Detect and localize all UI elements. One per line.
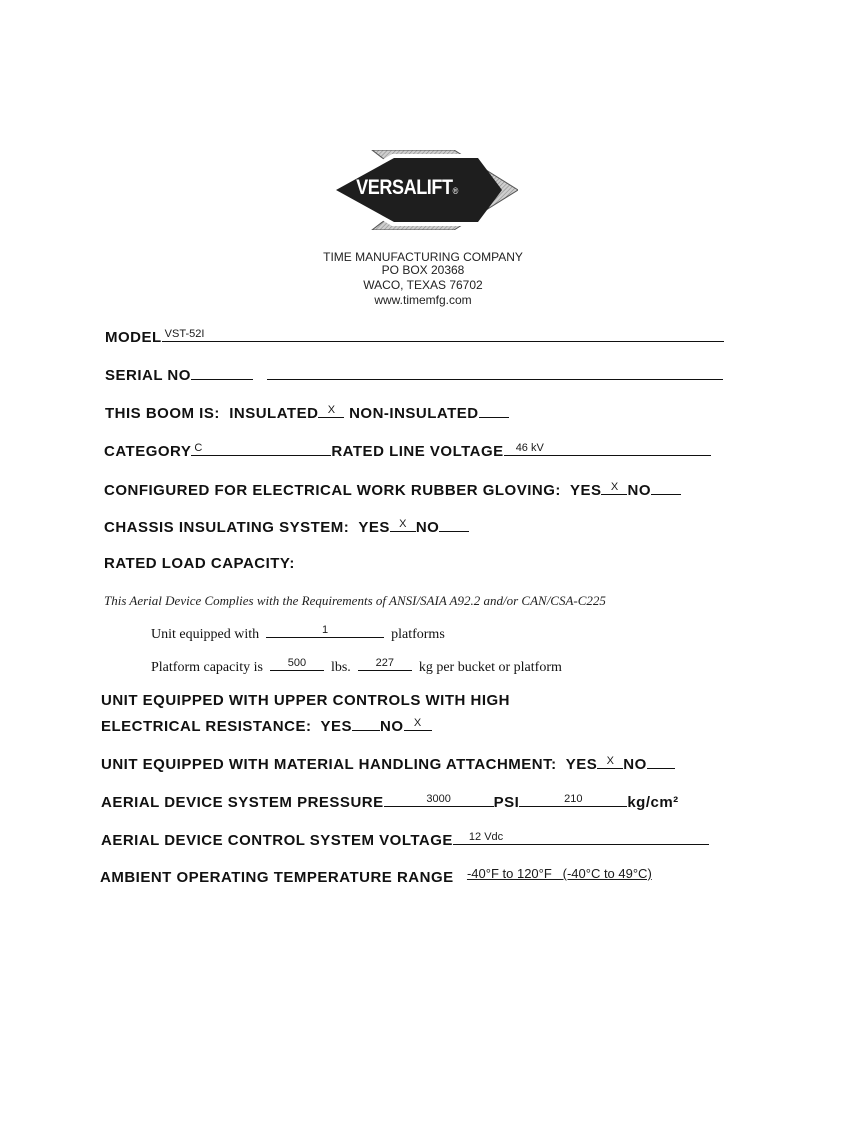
temperature-value: -40°F to 120°F (-40°C to 49°C) [466,866,652,881]
platforms-suffix: platforms [391,627,445,642]
temperature-label: AMBIENT OPERATING TEMPERATURE RANGE [100,869,454,886]
serial-field-extension[interactable] [267,365,723,380]
upper-controls-yes-label: YES [320,718,353,735]
chassis-yes-field[interactable] [390,517,416,532]
control-voltage-value: 12 Vdc [468,831,504,843]
gloving-yes-field[interactable] [601,480,627,495]
model-field[interactable] [162,327,724,342]
logo-wordmark: VERSALIFT® [356,176,458,199]
temperature-field[interactable] [463,868,707,882]
platforms-row [151,624,445,643]
category-label: CATEGORY [104,443,192,460]
pressure-row [101,792,679,811]
upper-controls-yes-field[interactable] [352,716,380,731]
capacity-suffix: kg per bucket or platform [418,660,562,675]
gloving-row [104,480,681,499]
non-insulated-field[interactable] [479,403,509,418]
gloving-label: CONFIGURED FOR ELECTRICAL WORK RUBBER GLOVING: [104,482,561,499]
pressure-label: AERIAL DEVICE SYSTEM PRESSURE [101,794,384,811]
pressure-psi-value: 3000 [426,793,451,805]
capacity-kg-value: 227 [375,657,394,669]
material-handling-yes-field[interactable] [597,754,623,769]
control-voltage-field[interactable] [453,830,709,845]
pressure-kg-field[interactable] [519,792,627,807]
upper-controls-label: ELECTRICAL RESISTANCE: [101,718,312,735]
boom-row [105,403,509,422]
category-field[interactable] [191,441,331,456]
insulated-value: X [327,404,336,416]
non-insulated-label: NON-INSULATED [349,405,479,422]
chassis-row [104,517,469,536]
insulated-field[interactable] [318,403,344,418]
serial-label: SERIAL NO [105,367,191,384]
material-handling-yes-label: YES [565,756,598,773]
gloving-yes-value: X [610,481,619,493]
upper-controls-row [101,716,432,735]
capacity-lbs-label: lbs. [330,660,351,675]
material-handling-row [101,754,675,773]
model-row [105,327,724,346]
chassis-yes-value: X [399,518,407,530]
company-city: WACO, TEXAS 76702 [363,278,483,292]
rated-voltage-label: RATED LINE VOLTAGE [331,443,504,460]
control-voltage-row [101,830,709,849]
chassis-no-field[interactable] [439,517,469,532]
model-label: MODEL [105,329,162,346]
platforms-value: 1 [322,624,329,636]
material-handling-no-label: NO [623,756,647,773]
platforms-field[interactable] [266,624,384,638]
material-handling-no-field[interactable] [647,754,675,769]
gloving-yes-label: YES [569,482,602,499]
serial-row [105,365,723,384]
serial-field[interactable] [191,365,253,380]
upper-controls-line1: UNIT EQUIPPED WITH UPPER CONTROLS WITH HIGH [101,692,511,709]
boom-label: THIS BOOM IS: [105,405,220,422]
chassis-no-label: NO [415,519,440,536]
platforms-prefix: Unit equipped with [151,627,260,642]
material-handling-yes-value: X [606,755,614,767]
company-po-box: PO BOX 20368 [381,263,465,277]
rated-voltage-field[interactable] [504,441,711,456]
capacity-lbs-field[interactable] [270,657,324,671]
model-value: VST-52I [164,328,205,340]
rated-load-heading: RATED LOAD CAPACITY: [104,555,295,572]
upper-controls-no-field[interactable] [404,716,432,731]
insulated-label: INSULATED [229,405,319,422]
company-name: TIME MANUFACTURING COMPANY [323,250,523,264]
capacity-prefix: Platform capacity is [151,660,263,675]
upper-controls-no-value: X [413,717,422,729]
compliance-statement: This Aerial Device Complies with the Requirements of ANSI/SAIA A92.2 and/or CAN/CSA-C225 [104,593,606,608]
category-value: C [194,442,203,454]
category-row [104,441,711,460]
chassis-label: CHASSIS INSULATING SYSTEM: [104,519,350,536]
capacity-row [151,657,562,676]
chassis-yes-label: YES [358,519,390,536]
control-voltage-label: AERIAL DEVICE CONTROL SYSTEM VOLTAGE [101,832,453,849]
material-handling-label: UNIT EQUIPPED WITH MATERIAL HANDLING ATTACHMENT: [101,756,557,773]
rated-voltage-value: 46 kV [515,442,544,454]
gloving-no-field[interactable] [651,480,681,495]
company-website: www.timemfg.com [374,293,472,307]
pressure-psi-field[interactable] [384,792,494,807]
upper-controls-no-label: NO [380,718,404,735]
gloving-no-label: NO [627,482,651,499]
pressure-kg-label: kg/cm² [627,794,679,811]
pressure-kg-value: 210 [564,793,583,805]
capacity-kg-field[interactable] [358,657,412,671]
versalift-logo [332,150,518,230]
temperature-row [100,868,707,886]
capacity-lbs-value: 500 [287,657,307,669]
pressure-psi-label: PSI [493,794,520,811]
